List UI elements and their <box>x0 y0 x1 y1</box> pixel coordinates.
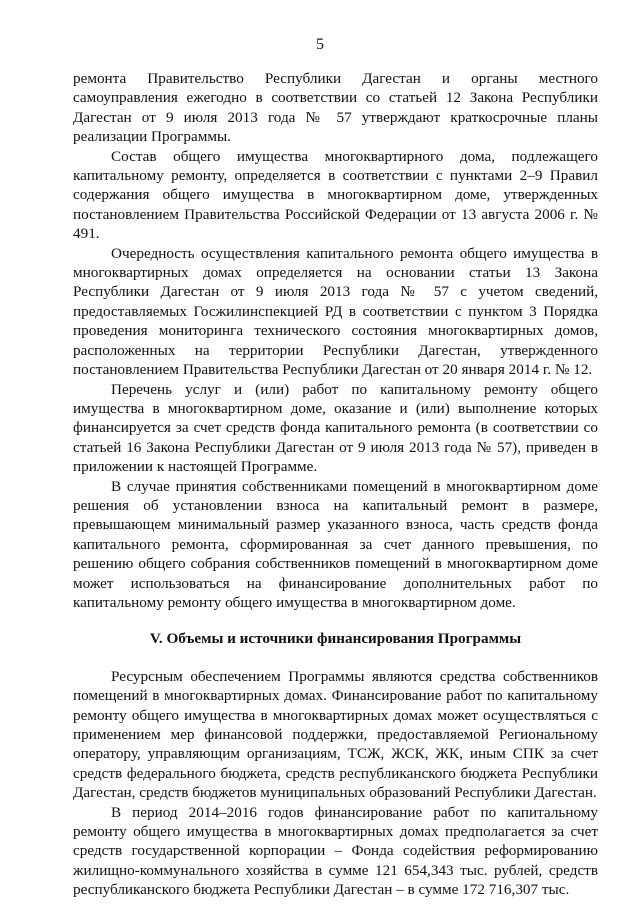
section-title: V. Объемы и источники финансирования Программы <box>149 630 522 648</box>
page-number: 5 <box>316 36 324 53</box>
document-body <box>73 69 598 900</box>
paragraph-resource-provision: Ресурсным обеспечением Программы являются средства собственников помещений в многоквартирных домах. Финансирование работ по капитальному ремонту общего имущества в многоквартирных домах может осуществляться с применением мер финансовой поддержки, предоставляемой Региональному оператору, управляющим организациям, ТСЖ, ЖСК, ЖК, иным СПК за счет средств федерального бюджета, средств республиканского бюджета Республики Дагестан, средств бюджетов муниципальных образований Республики Дагестан. <box>73 667 598 802</box>
paragraph-additional-contribution: В случае принятия собственниками помещений в многоквартирном доме решения об установлении взноса на капитальный ремонт в размере, превышающем минимальный размер указанного взноса, часть средств фонда капитального ремонта, сформированная за счет данного превышения, по решению общего собрания собственников помещений в многоквартирном доме может использоваться на финансирование дополнительных работ по капитальному ремонту общего имущества в многоквартирном доме. <box>73 477 598 611</box>
paragraph-financing-period: В период 2014–2016 годов финансирование работ по капитальному ремонту общего имущества в многоквартирных домах предполагается за счет средств государственной корпорации – Фонда содействия реформированию жилищно-коммунального хозяйства в сумме 121 654,343 тыс. рублей, средств республиканского бюджета Республики Дагестан – в сумме 172 716,307 тыс. <box>73 803 598 899</box>
paragraph-services-list: Перечень услуг и (или) работ по капитальному ремонту общего имущества в многоквартирном доме, оказание и (или) выполнение которых финансируется за счет средств фонда капитального ремонта (в соответствии со статьей 16 Закона Республики Дагестан от 9 июля 2013 года № 57), приведен в приложении к настоящей Программе. <box>73 380 598 476</box>
paragraph-property-composition: Состав общего имущества многоквартирного дома, подлежащего капитальному ремонту, определяется в соответствии с пунктами 2–9 Правил содержания общего имущества в многоквартирном доме, утвержденных постановлением Правительства Российской Федерации от 13 августа 2006 г. № 491. <box>73 147 598 243</box>
paragraph-repair-order: Очередность осуществления капитального ремонта общего имущества в многоквартирных домах определяется на основании статьи 13 Закона Республики Дагестан от 9 июля 2013 года № 57 с учетом сведений, предоставляемых Госжилинспекцией РД в соответствии с пунктом 3 Порядка проведения мониторинга технического состояния многоквартирных домов, расположенных на территории Республики Дагестан, утвержденного постановлением Правительства Республики Дагестан от 20 января 2014 г. № 12. <box>73 244 598 379</box>
paragraph-continuation: ремонта Правительство Республики Дагестан и органы местного самоуправления ежегодно в соответствии со статьей 12 Закона Республики Дагестан от 9 июля 2013 года № 57 утверждают краткосрочные планы реализации Программы. <box>73 70 598 146</box>
